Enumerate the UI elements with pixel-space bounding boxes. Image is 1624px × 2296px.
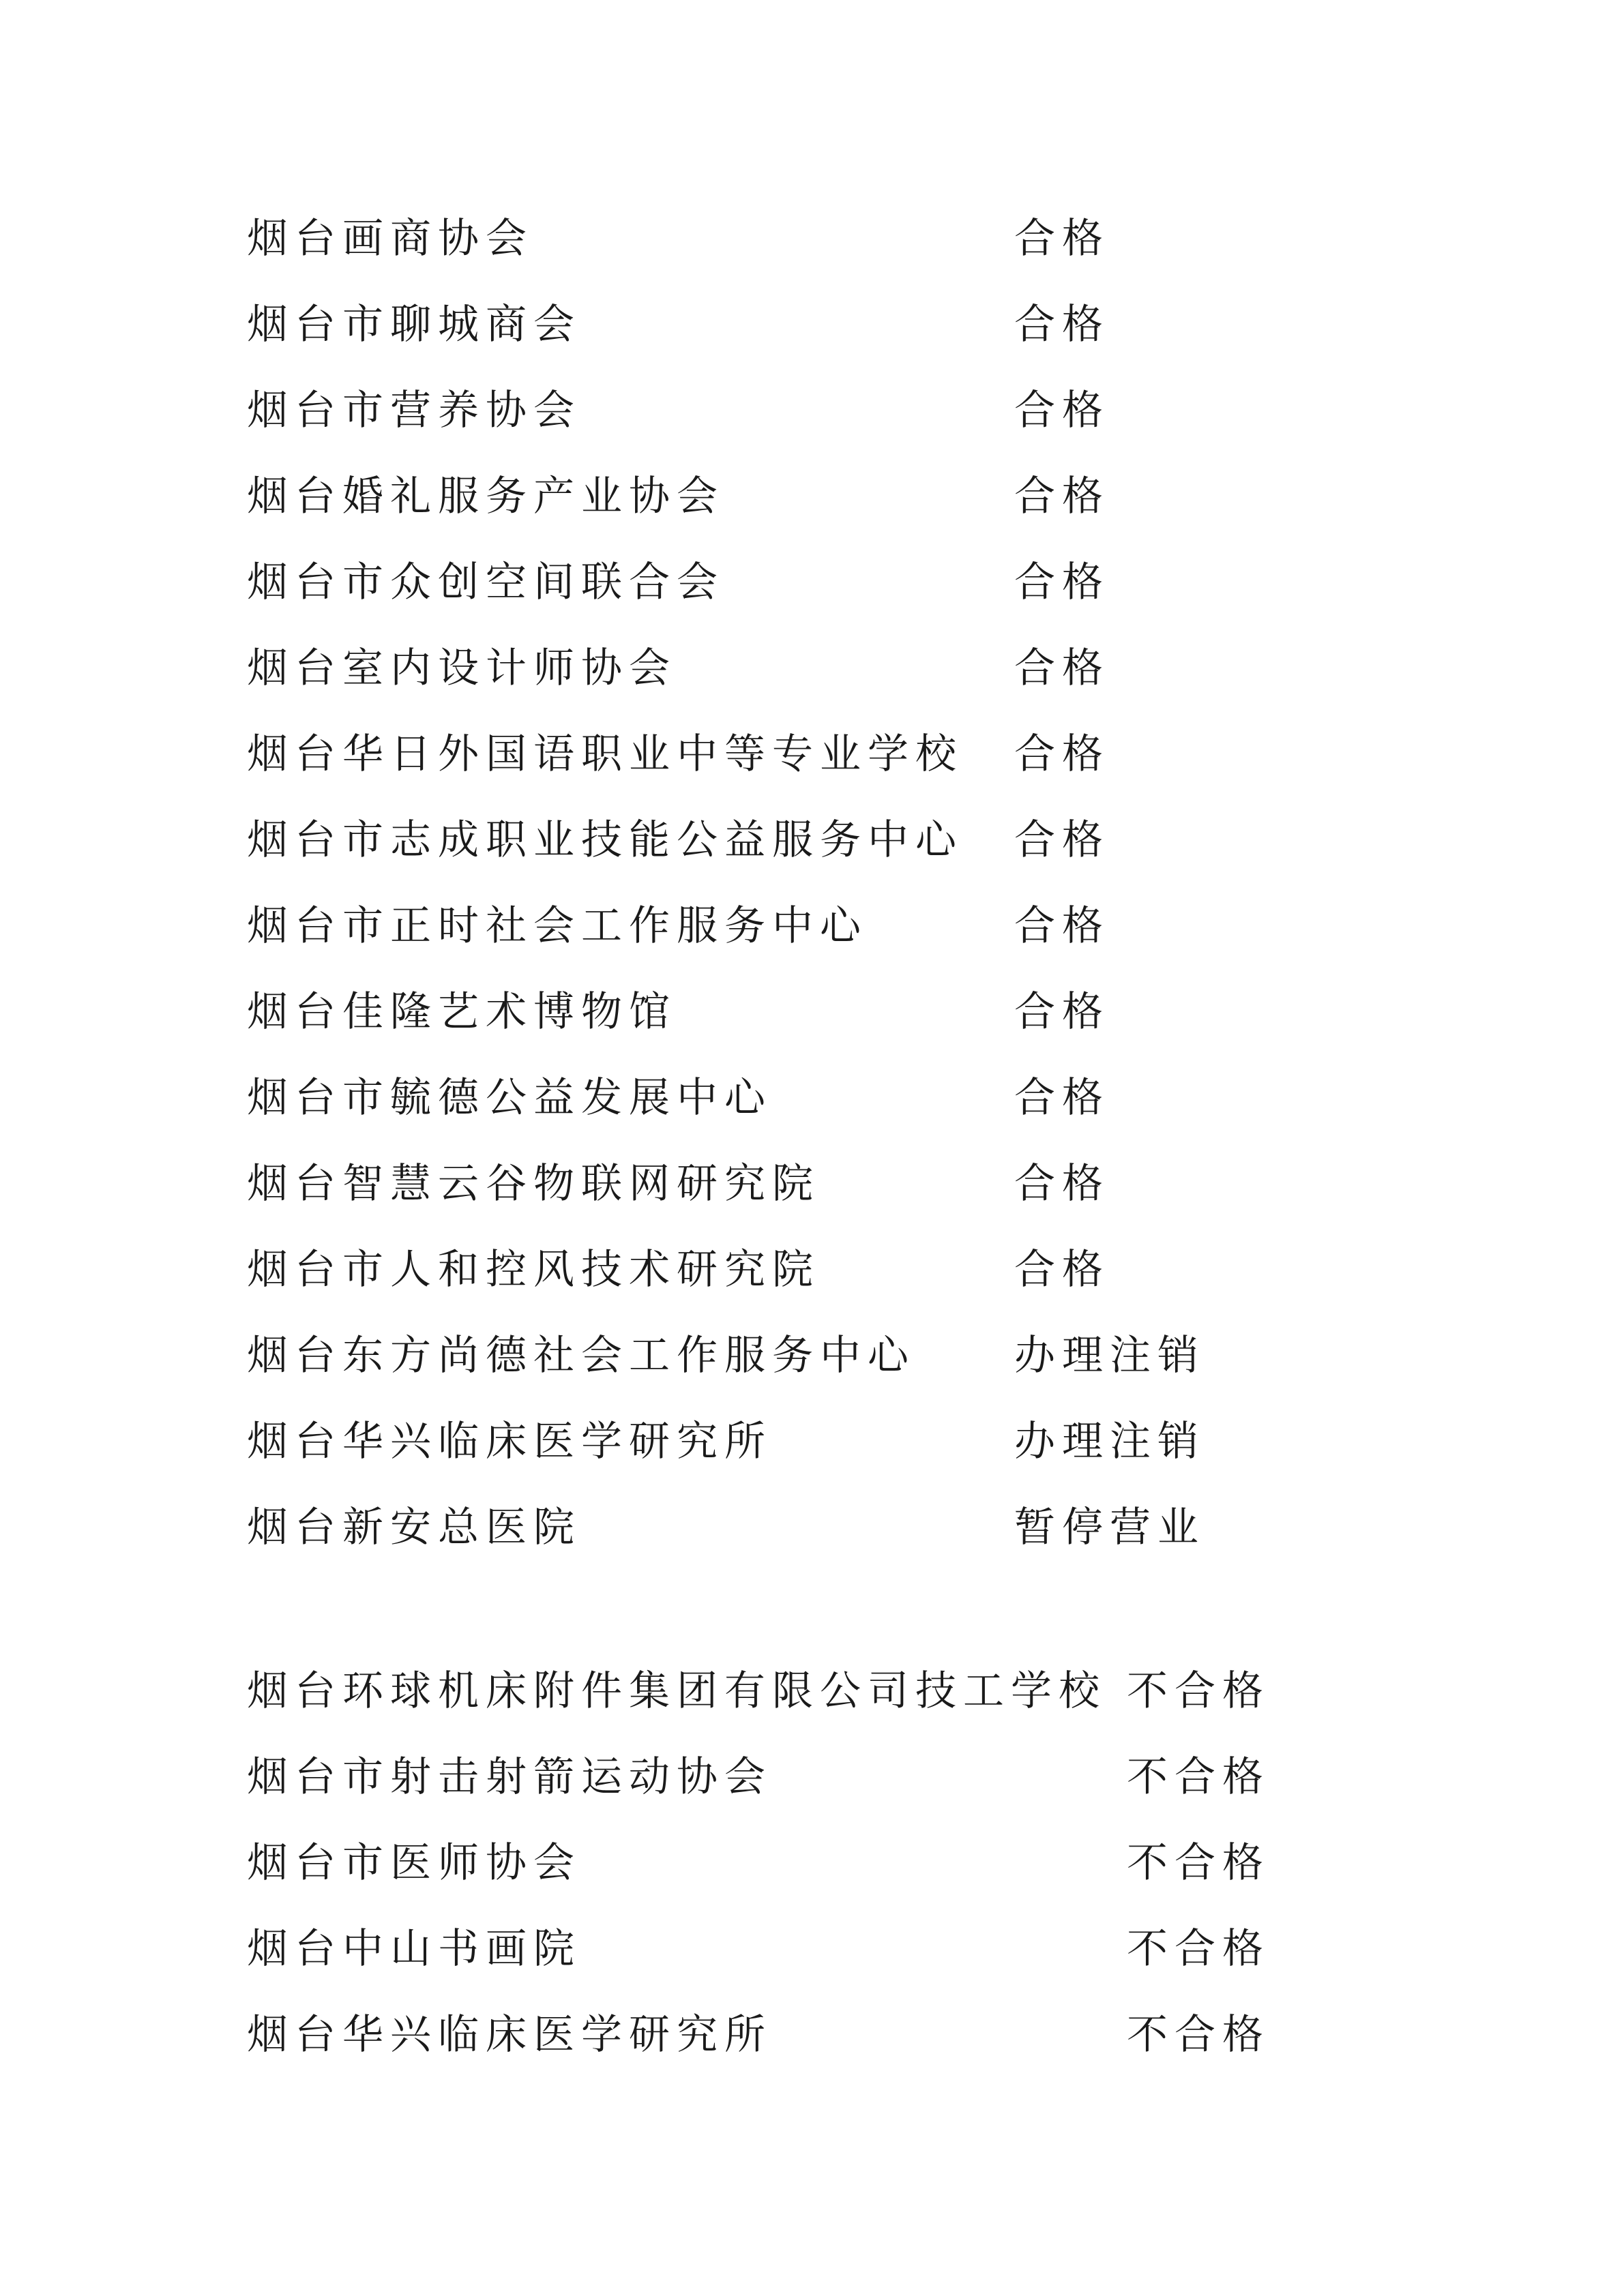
org-name: 烟台市志成职业技能公益服务中心 — [247, 816, 963, 864]
list-item — [247, 1067, 1406, 1153]
list-item — [247, 552, 1406, 638]
org-status: 暂停营业 — [1014, 1504, 1205, 1551]
org-name: 烟台市聊城商会 — [247, 301, 581, 348]
list-item — [247, 294, 1406, 380]
org-status: 合格 — [1014, 387, 1110, 434]
org-name: 烟台市射击射箭运动协会 — [247, 1753, 772, 1801]
org-status: 不合格 — [1127, 1839, 1270, 1887]
org-name: 烟台市毓德公益发展中心 — [247, 1074, 772, 1122]
org-status: 办理注销 — [1014, 1332, 1205, 1380]
org-name: 烟台室内设计师协会 — [247, 644, 677, 692]
list-item — [247, 1918, 1406, 2004]
org-name: 烟台华兴临床医学研究所 — [247, 1418, 772, 1465]
org-name: 烟台市众创空间联合会 — [247, 558, 724, 606]
list-item — [247, 638, 1406, 724]
org-status: 合格 — [1014, 1160, 1110, 1208]
list-item — [247, 809, 1406, 895]
org-status: 合格 — [1014, 1074, 1110, 1122]
unqualified-list — [247, 1660, 1406, 2090]
org-name: 烟台婚礼服务产业协会 — [247, 473, 724, 520]
qualified-list — [247, 208, 1406, 1583]
list-item — [247, 1832, 1406, 1918]
list-item — [247, 1411, 1406, 1497]
org-status: 办理注销 — [1014, 1418, 1205, 1465]
list-item — [247, 724, 1406, 809]
org-status: 不合格 — [1127, 1753, 1270, 1801]
org-name: 烟台市人和控风技术研究院 — [247, 1246, 820, 1294]
list-item — [247, 466, 1406, 552]
org-status: 合格 — [1014, 816, 1110, 864]
org-name: 烟台市医师协会 — [247, 1839, 581, 1887]
list-item — [247, 208, 1406, 294]
org-status: 合格 — [1014, 301, 1110, 348]
org-status: 合格 — [1014, 644, 1110, 692]
list-item — [247, 1746, 1406, 1832]
org-status: 合格 — [1014, 558, 1110, 606]
org-name: 烟台新安总医院 — [247, 1504, 581, 1551]
org-status: 不合格 — [1127, 1925, 1270, 1973]
org-name: 烟台环球机床附件集团有限公司技工学校 — [247, 1667, 1106, 1715]
org-status: 合格 — [1014, 902, 1110, 950]
list-item — [247, 981, 1406, 1067]
org-status: 合格 — [1014, 473, 1110, 520]
list-item — [247, 380, 1406, 466]
org-name: 烟台华兴临床医学研究所 — [247, 2011, 772, 2059]
org-name: 烟台市营养协会 — [247, 387, 581, 434]
org-status: 合格 — [1014, 730, 1110, 778]
org-name: 烟台东方尚德社会工作服务中心 — [247, 1332, 915, 1380]
org-name: 烟台画商协会 — [247, 215, 533, 263]
list-item — [247, 1660, 1406, 1746]
list-item — [247, 1153, 1406, 1239]
org-name: 烟台中山书画院 — [247, 1925, 581, 1973]
list-item — [247, 2004, 1406, 2090]
org-name: 烟台市正时社会工作服务中心 — [247, 902, 868, 950]
org-name: 烟台智慧云谷物联网研究院 — [247, 1160, 820, 1208]
org-name: 烟台华日外国语职业中等专业学校 — [247, 730, 963, 778]
org-status: 合格 — [1014, 215, 1110, 263]
list-item — [247, 1497, 1406, 1583]
org-name: 烟台佳隆艺术博物馆 — [247, 988, 677, 1036]
org-status: 不合格 — [1127, 2011, 1270, 2059]
list-item — [247, 1239, 1406, 1325]
list-item — [247, 895, 1406, 981]
org-status: 合格 — [1014, 1246, 1110, 1294]
list-item — [247, 1325, 1406, 1411]
org-status: 合格 — [1014, 988, 1110, 1036]
org-status: 不合格 — [1127, 1667, 1270, 1715]
